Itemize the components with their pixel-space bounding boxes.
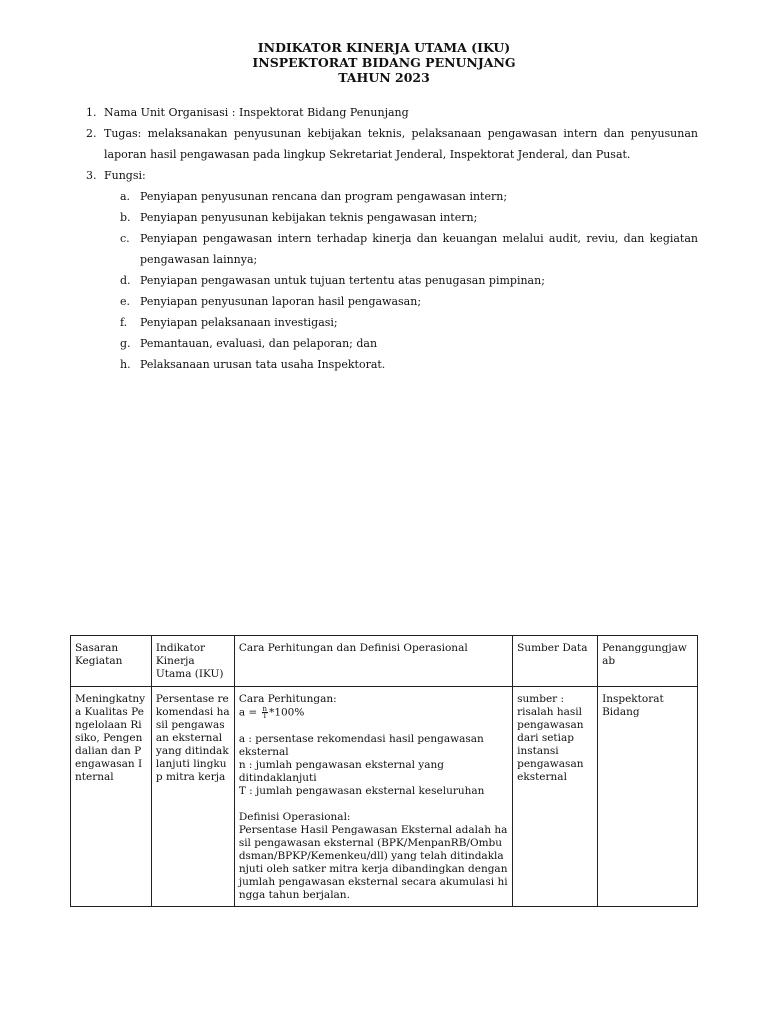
title-line-3: TAHUN 2023 (338, 70, 430, 85)
list-item-unit (86, 102, 698, 123)
fungsi-letter: f. (120, 316, 128, 329)
fungsi-item (86, 228, 698, 270)
title-line-2: INSPEKTORAT BIDANG PENUNJANG (252, 55, 516, 70)
defop-text: Persentase Hasil Pengawasan Eksternal adalah hasil pengawasan eksternal (BPK/MenpanRB/Ombudsman/BPKP/Kemenkeu/dll) yang telah ditindaklanjuti oleh satker mitra kerja dibandingkan dengan jumlah pengawasan eksternal secara akumulasi hingga tahun berjalan. (238, 823, 508, 901)
definition-t: T : jumlah pengawasan eksternal keseluruhan (238, 784, 485, 797)
fungsi-text: Penyiapan pengawasan intern terhadap kinerja dan keuangan melalui audit, reviu, dan kegiatan pengawasan lainnya; (140, 232, 698, 266)
list-item-text: Tugas: melaksanakan penyusunan kebijakan teknis, pelaksanaan pengawasan intern dan penyusunan laporan hasil pengawasan pada lingkup Sekretariat Jenderal, Inspektorat Jenderal, dan Pusat. (104, 127, 698, 161)
definition-n: n : jumlah pengawasan eksternal yang ditindaklanjuti (238, 758, 444, 784)
fungsi-item (86, 354, 698, 375)
fungsi-item (86, 207, 698, 228)
list-item-fungsi (86, 165, 698, 186)
list-item-text: Nama Unit Organisasi : Inspektorat Bidang Penunjang (104, 106, 409, 119)
formula-suffix: *100% (269, 706, 305, 719)
fungsi-letter: g. (120, 337, 131, 350)
list-number: 3. (86, 169, 97, 182)
title-line-1: INDIKATOR KINERJA UTAMA (IKU) (257, 40, 511, 55)
header-indikator: Indikator Kinerja Utama (IKU) (151, 636, 234, 687)
list-number: 2. (86, 127, 97, 140)
fungsi-text: Penyiapan pengawasan untuk tujuan tertentu atas penugasan pimpinan; (140, 274, 545, 287)
fungsi-letter: c. (120, 232, 130, 245)
cell-penanggungjawab: Inspektorat Bidang (598, 687, 698, 907)
header-penanggungjawab: Penanggungjawab (598, 636, 698, 687)
fungsi-item (86, 312, 698, 333)
fungsi-letter: b. (120, 211, 131, 224)
fungsi-letter: a. (120, 190, 131, 203)
fungsi-letter: h. (120, 358, 131, 371)
fungsi-item (86, 291, 698, 312)
header-sumber-data: Sumber Data (513, 636, 598, 687)
header-sasaran: Sasaran Kegiatan (71, 636, 152, 687)
formula-prefix: a = (238, 706, 261, 719)
fungsi-text: Penyiapan penyusunan kebijakan teknis pengawasan intern; (140, 211, 478, 224)
organization-info-list (86, 102, 698, 375)
fungsi-item (86, 270, 698, 291)
formula-numerator: n (262, 705, 268, 713)
table-row (71, 687, 698, 907)
table-header-row (71, 636, 698, 687)
formula (239, 706, 508, 720)
cell-sasaran: Meningkatnya Kualitas Pengelolaan Risiko, Pengendalian dan Pengawasan Internal (71, 687, 152, 907)
cell-sumber-data: sumber : risalah hasil pengawasan dari setiap instansi pengawasan eksternal (513, 687, 598, 907)
fungsi-item (86, 333, 698, 354)
fungsi-text: Penyiapan penyusunan rencana dan program pengawasan intern; (140, 190, 508, 203)
fungsi-text: Penyiapan pelaksanaan investigasi; (140, 316, 338, 329)
list-item-tugas (86, 123, 698, 165)
fungsi-letter: e. (120, 295, 131, 308)
formula-fraction (262, 706, 269, 719)
cara-label: Cara Perhitungan: (238, 693, 337, 705)
definition-a: a : persentase rekomendasi hasil pengawasan eksternal (238, 732, 484, 758)
document-title (0, 40, 768, 85)
fungsi-letter: d. (120, 274, 131, 287)
fungsi-text: Pemantauan, evaluasi, dan pelaporan; dan (140, 337, 378, 350)
fungsi-text: Pelaksanaan urusan tata usaha Inspektorat. (140, 358, 386, 371)
fungsi-item (86, 186, 698, 207)
cell-cara-perhitungan (234, 687, 512, 907)
defop-label: Definisi Operasional: (238, 810, 351, 823)
list-number: 1. (86, 106, 97, 119)
iku-table (70, 635, 698, 907)
formula-denominator: T (262, 712, 268, 720)
cell-indikator: Persentase rekomendasi hasil pengawasan eksternal yang ditindaklanjuti lingkup mitra kerja (151, 687, 234, 907)
list-item-text: Fungsi: (104, 169, 146, 182)
fungsi-text: Penyiapan penyusunan laporan hasil pengawasan; (140, 295, 422, 308)
header-cara-perhitungan: Cara Perhitungan dan Definisi Operasional (234, 636, 512, 687)
